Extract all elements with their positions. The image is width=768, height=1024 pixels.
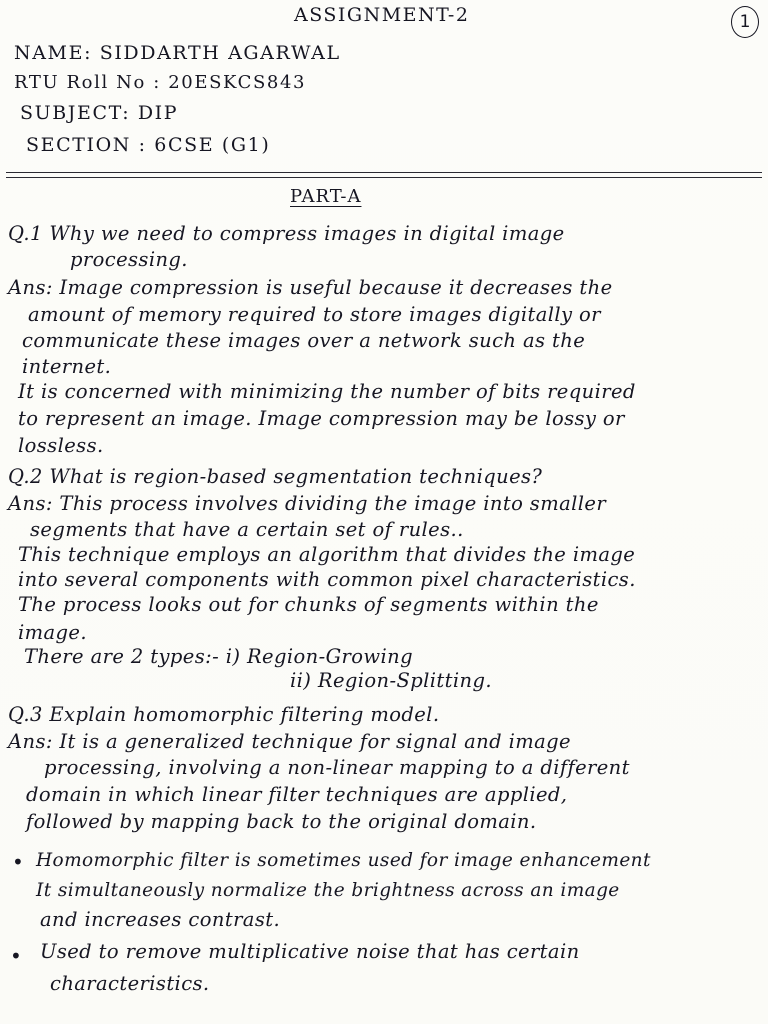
q1-answer-line: to represent an image. Image compression may be lossy or <box>18 407 625 430</box>
q3-bullet-line: Used to remove multiplicative noise that has certain <box>40 940 580 963</box>
page-number-badge: 1 <box>731 6 759 38</box>
bullet-dot-icon: • <box>12 850 24 874</box>
q3-bullet-line: Homomorphic filter is sometimes used for image enhancement <box>36 850 651 871</box>
q2-answer-line: segments that have a certain set of rules.. <box>30 518 464 541</box>
q1-answer-line: communicate these images over a network such as the <box>22 329 586 352</box>
q2-types-line: ii) Region-Splitting. <box>290 669 492 692</box>
assignment-title: ASSIGNMENT-2 <box>294 4 470 26</box>
q3-answer-line: Ans: It is a generalized technique for signal and image <box>8 730 571 753</box>
q3-bullet-line: It simultaneously normalize the brightness across an image <box>36 880 620 901</box>
q1-answer-line: internet. <box>22 355 112 378</box>
q1-question: Q.1 Why we need to compress images in digital image <box>8 222 565 245</box>
q2-types-line: There are 2 types:- i) Region-Growing <box>24 645 413 668</box>
q1-answer-line: amount of memory required to store images digitally or <box>28 303 601 326</box>
q3-answer-line: domain in which linear filter techniques are applied, <box>26 783 568 806</box>
q3-answer-line: followed by mapping back to the original domain. <box>26 810 537 833</box>
section: SECTION : 6CSE (G1) <box>26 134 271 156</box>
q1-question-cont: processing. <box>70 248 188 271</box>
q2-answer-line: The process looks out for chunks of segments within the <box>18 593 599 616</box>
q2-answer-line: into several components with common pixel characteristics. <box>18 568 636 591</box>
q1-answer-line: It is concerned with minimizing the number of bits required <box>18 380 636 403</box>
q2-answer-line: This technique employs an algorithm that divides the image <box>18 543 636 566</box>
header-divider-top <box>6 172 762 173</box>
subject: SUBJECT: DIP <box>20 102 179 124</box>
q2-answer-line: Ans: This process involves dividing the image into smaller <box>8 492 607 515</box>
bullet-dot-icon: • <box>10 944 22 968</box>
header-divider-bottom <box>6 177 762 178</box>
q3-question: Q.3 Explain homomorphic filtering model. <box>8 703 440 726</box>
q3-bullet-line: and increases contrast. <box>40 908 281 931</box>
q2-question: Q.2 What is region-based segmentation techniques? <box>8 465 543 488</box>
q2-answer-line: image. <box>18 621 87 644</box>
q3-bullet-line: characteristics. <box>50 972 210 995</box>
roll-number: RTU Roll No : 20ESKCS843 <box>14 72 307 93</box>
student-name: NAME: SIDDARTH AGARWAL <box>14 42 341 64</box>
q1-answer-line: Ans: Image compression is useful because it decreases the <box>8 276 613 299</box>
part-heading: PART-A <box>290 186 362 207</box>
q1-answer-line: lossless. <box>18 434 104 457</box>
q3-answer-line: processing, involving a non-linear mapping to a different <box>44 756 630 779</box>
